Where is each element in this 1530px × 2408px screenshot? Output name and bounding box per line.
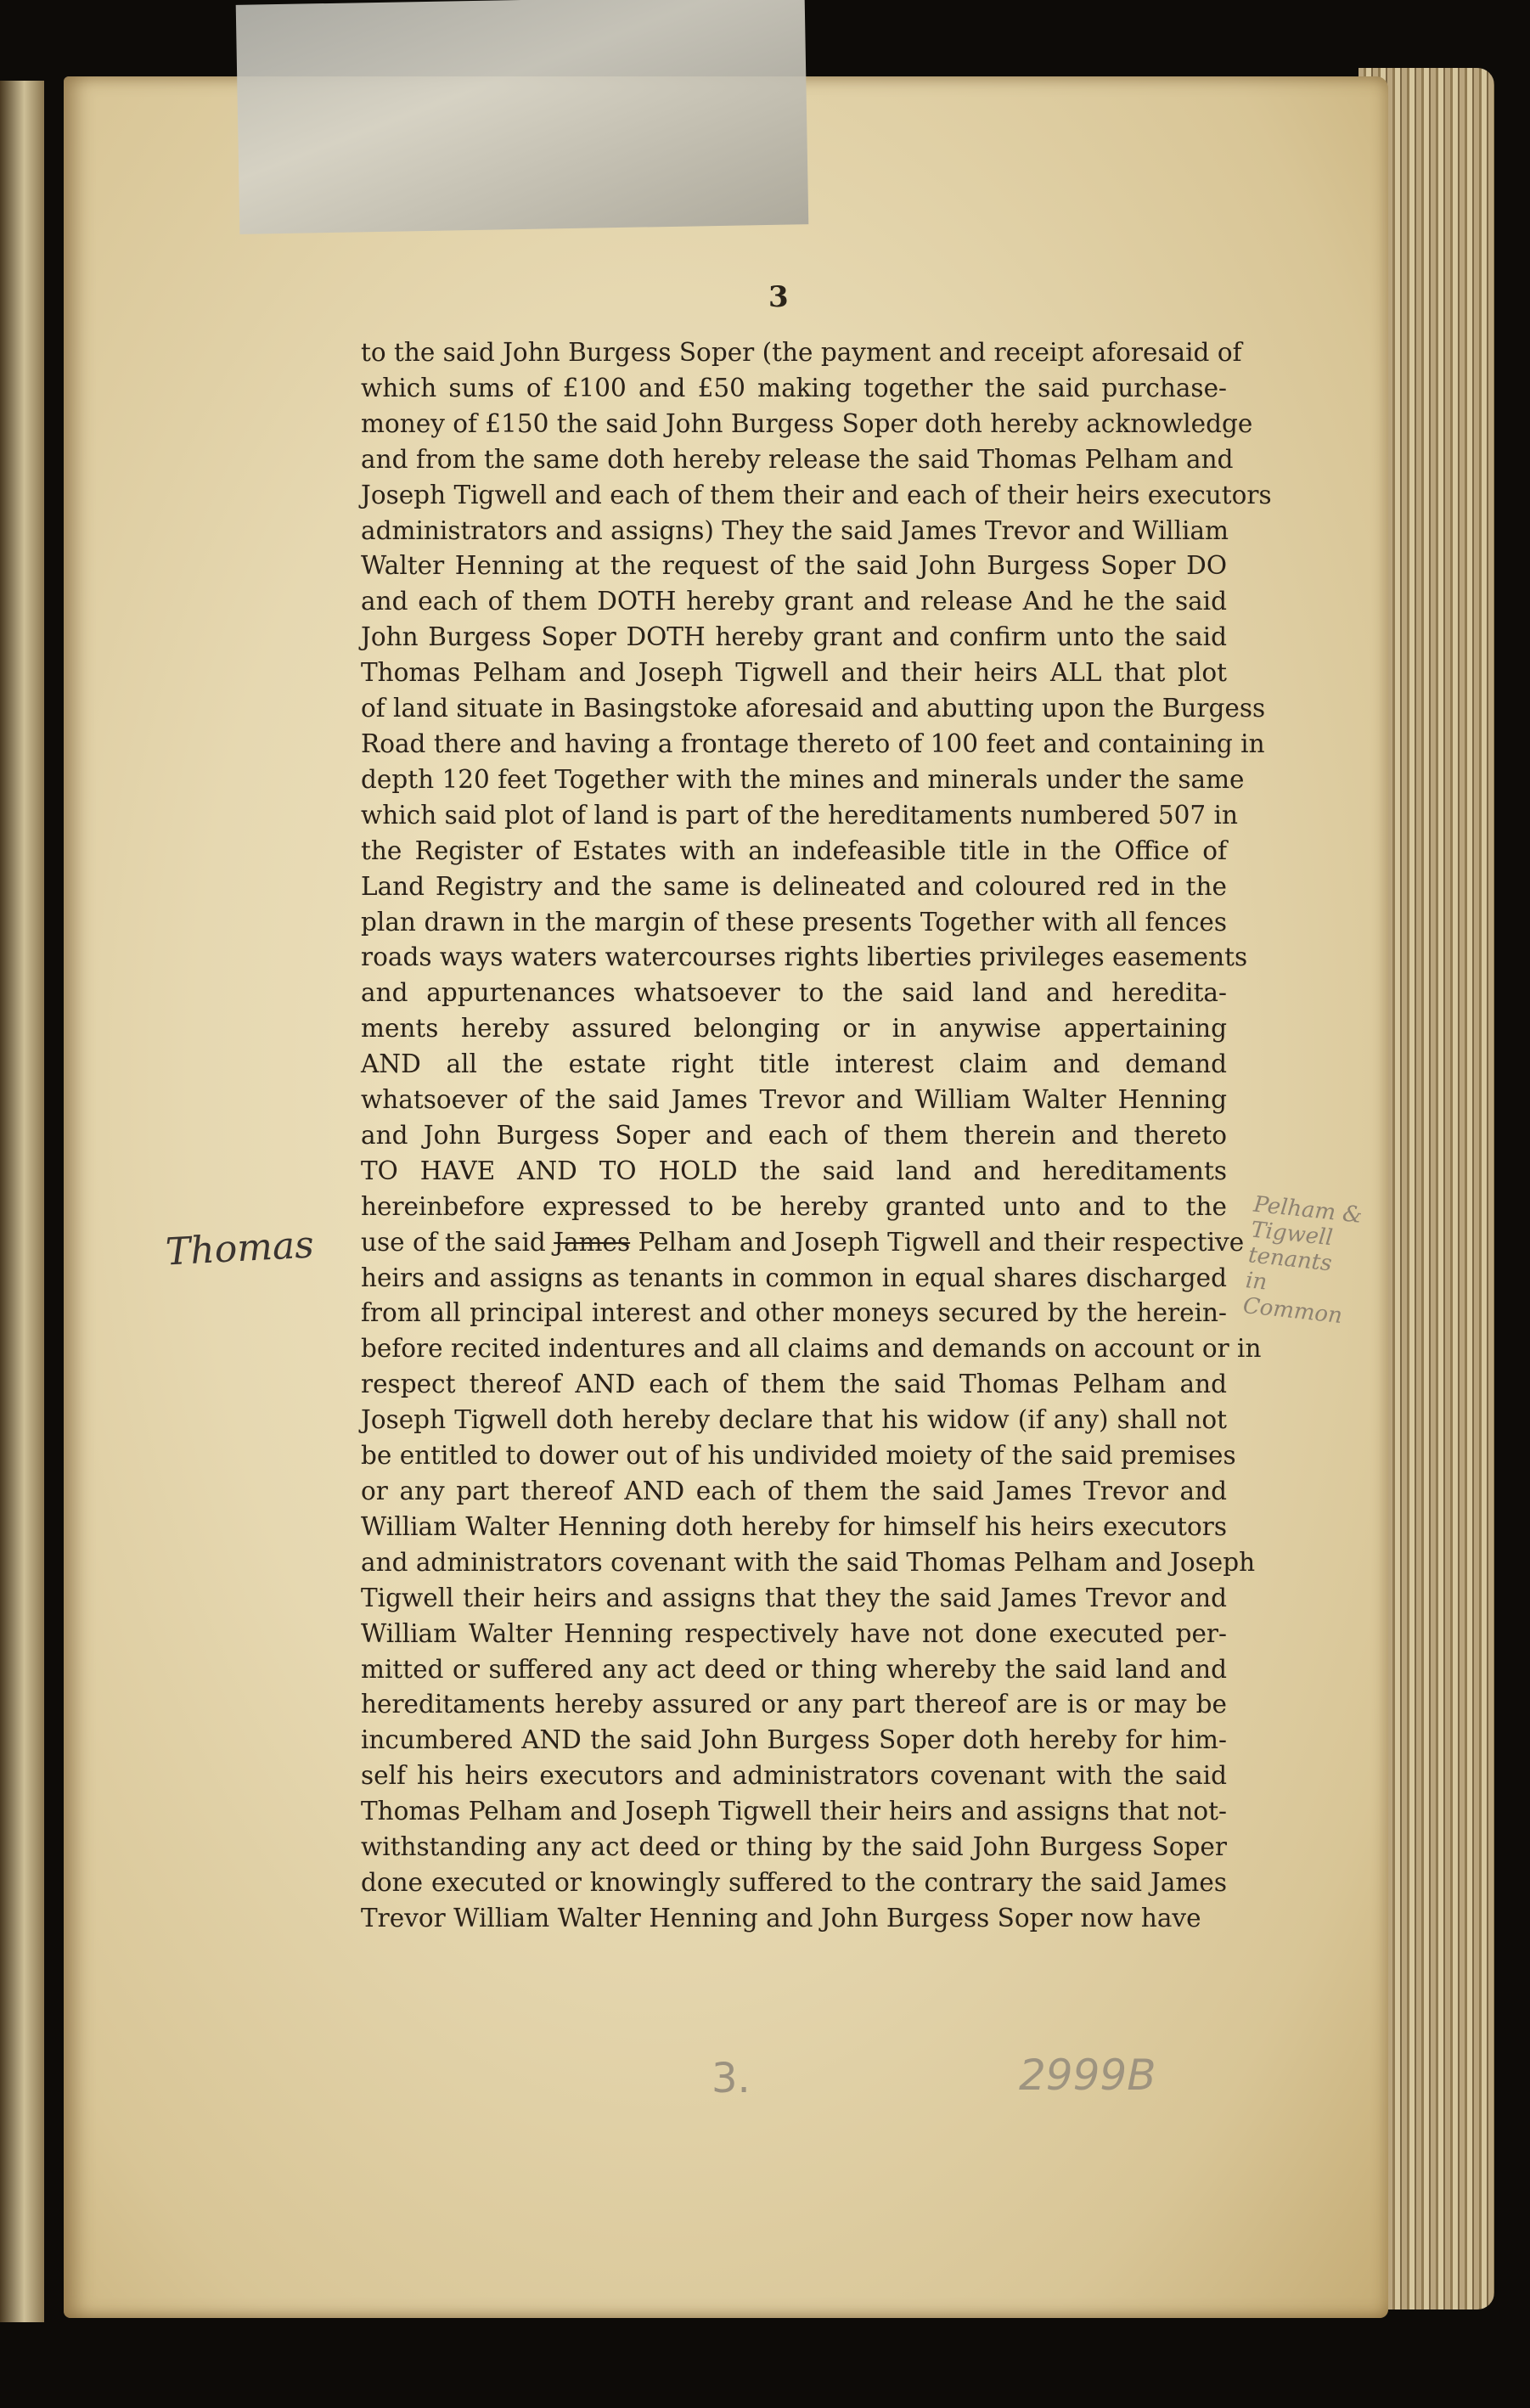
- text-line: TO HAVE AND TO HOLD the said land and hereditaments: [361, 1156, 1227, 1185]
- text-line: Joseph Tigwell and each of them their and each of their heirs executors: [361, 480, 1272, 509]
- text-line: John Burgess Soper DOTH hereby grant and confirm unto the said: [361, 622, 1227, 652]
- text-line: plan drawn in the margin of these presents Together with all fences: [361, 907, 1227, 937]
- text-line: be entitled to dower out of his undivided moiety of the said premises: [361, 1441, 1236, 1471]
- text-line: and administrators covenant with the said Thomas Pelham and Joseph: [361, 1547, 1256, 1577]
- text-line: Land Registry and the same is delineated and coloured red in the: [361, 871, 1227, 901]
- text-line: or any part thereof AND each of them the said James Trevor and: [361, 1477, 1227, 1505]
- text-line: AND all the estate right title interest claim and demand: [361, 1049, 1227, 1079]
- text-line: hereditaments hereby assured or any part thereof are is or may be: [361, 1690, 1227, 1719]
- text-line: hereinbefore expressed to be hereby granted unto and to the: [361, 1191, 1227, 1221]
- text-line: from all principal interest and other moneys secured by the herein-: [361, 1298, 1227, 1328]
- deed-body-text: [361, 335, 1272, 1937]
- text-line: heirs and assigns as tenants in common in equal shares discharged: [361, 1263, 1227, 1292]
- text-line: mitted or suffered any act deed or thing whereby the said land and: [361, 1654, 1227, 1684]
- text-line: before recited indentures and all claims and demands on account or in: [361, 1334, 1262, 1364]
- left-page-edge: [0, 81, 44, 2322]
- text-line: Thomas Pelham and Joseph Tigwell their heirs and assigns that not-: [361, 1797, 1227, 1826]
- text-line: the Register of Estates with an indefeasible title in the Office of: [361, 835, 1227, 865]
- text-line: and from the same doth hereby release the said Thomas Pelham and: [361, 444, 1234, 474]
- text-line: Road there and having a frontage thereto of 100 feet and containing in: [361, 729, 1265, 758]
- text-line: and appurtenances whatsoever to the said land and heredita-: [361, 978, 1227, 1008]
- text-line: William Walter Henning respectively have not done executed per-: [361, 1618, 1227, 1648]
- text-line: Trevor William Walter Henning and John Burgess Soper now have: [361, 1903, 1201, 1933]
- margin-note-left-handwritten: Thomas: [164, 1223, 315, 1274]
- text-line: respect thereof AND each of them the said Thomas Pelham and: [361, 1370, 1227, 1399]
- page-number: 3: [768, 280, 789, 314]
- text-line: and each of them DOTH hereby grant and release And he the said: [361, 587, 1227, 616]
- text-line: whatsoever of the said James Trevor and William Walter Henning: [361, 1085, 1227, 1115]
- text-line: administrators and assigns) They the said James Trevor and William: [361, 515, 1229, 545]
- text-line: ments hereby assured belonging or in anywise appertaining: [361, 1014, 1227, 1044]
- text-line: money of £150 the said John Burgess Soper doth hereby acknowledge: [361, 408, 1253, 438]
- text-line: which sums of £100 and £50 making together the said purchase-: [361, 373, 1227, 402]
- text-line: Tigwell their heirs and assigns that they the said James Trevor and: [361, 1583, 1227, 1612]
- text-line: use of the said James Pelham and Joseph Tigwell and their respective: [361, 1227, 1245, 1257]
- footer-pencil-reference: 2999B: [1019, 2051, 1156, 2100]
- text-line: depth 120 feet Together with the mines and minerals under the same: [361, 764, 1245, 794]
- margin-note-right-handwritten: Pelham & Tigwell tenants in Common: [1241, 1191, 1364, 1330]
- text-line: Thomas Pelham and Joseph Tigwell and their heirs ALL that plot: [361, 658, 1227, 688]
- struck-word: James: [554, 1227, 631, 1257]
- text-line: and John Burgess Soper and each of them therein and thereto: [361, 1120, 1227, 1150]
- text-line: William Walter Henning doth hereby for himself his heirs executors: [361, 1511, 1227, 1541]
- text-line: Walter Henning at the request of the said John Burgess Soper DO: [361, 551, 1227, 581]
- text-line: of land situate in Basingstoke aforesaid and abutting upon the Burgess: [361, 694, 1266, 723]
- tape-strip: [236, 0, 809, 234]
- text-line: done executed or knowingly suffered to the contrary the said James: [361, 1867, 1227, 1897]
- text-line: incumbered AND the said John Burgess Soper doth hereby for him-: [361, 1725, 1227, 1755]
- text-line: to the said John Burgess Soper (the payment and receipt aforesaid of: [361, 338, 1242, 367]
- footer-pencil-page-number: 3.: [712, 2055, 751, 2102]
- text-line: withstanding any act deed or thing by the said John Burgess Soper: [361, 1832, 1227, 1862]
- text-line: Joseph Tigwell doth hereby declare that his widow (if any) shall not: [361, 1405, 1227, 1435]
- text-line: self his heirs executors and administrators covenant with the said: [361, 1761, 1227, 1791]
- text-line: roads ways waters watercourses rights liberties privileges easements: [361, 942, 1248, 972]
- text-line: which said plot of land is part of the hereditaments numbered 507 in: [361, 800, 1238, 830]
